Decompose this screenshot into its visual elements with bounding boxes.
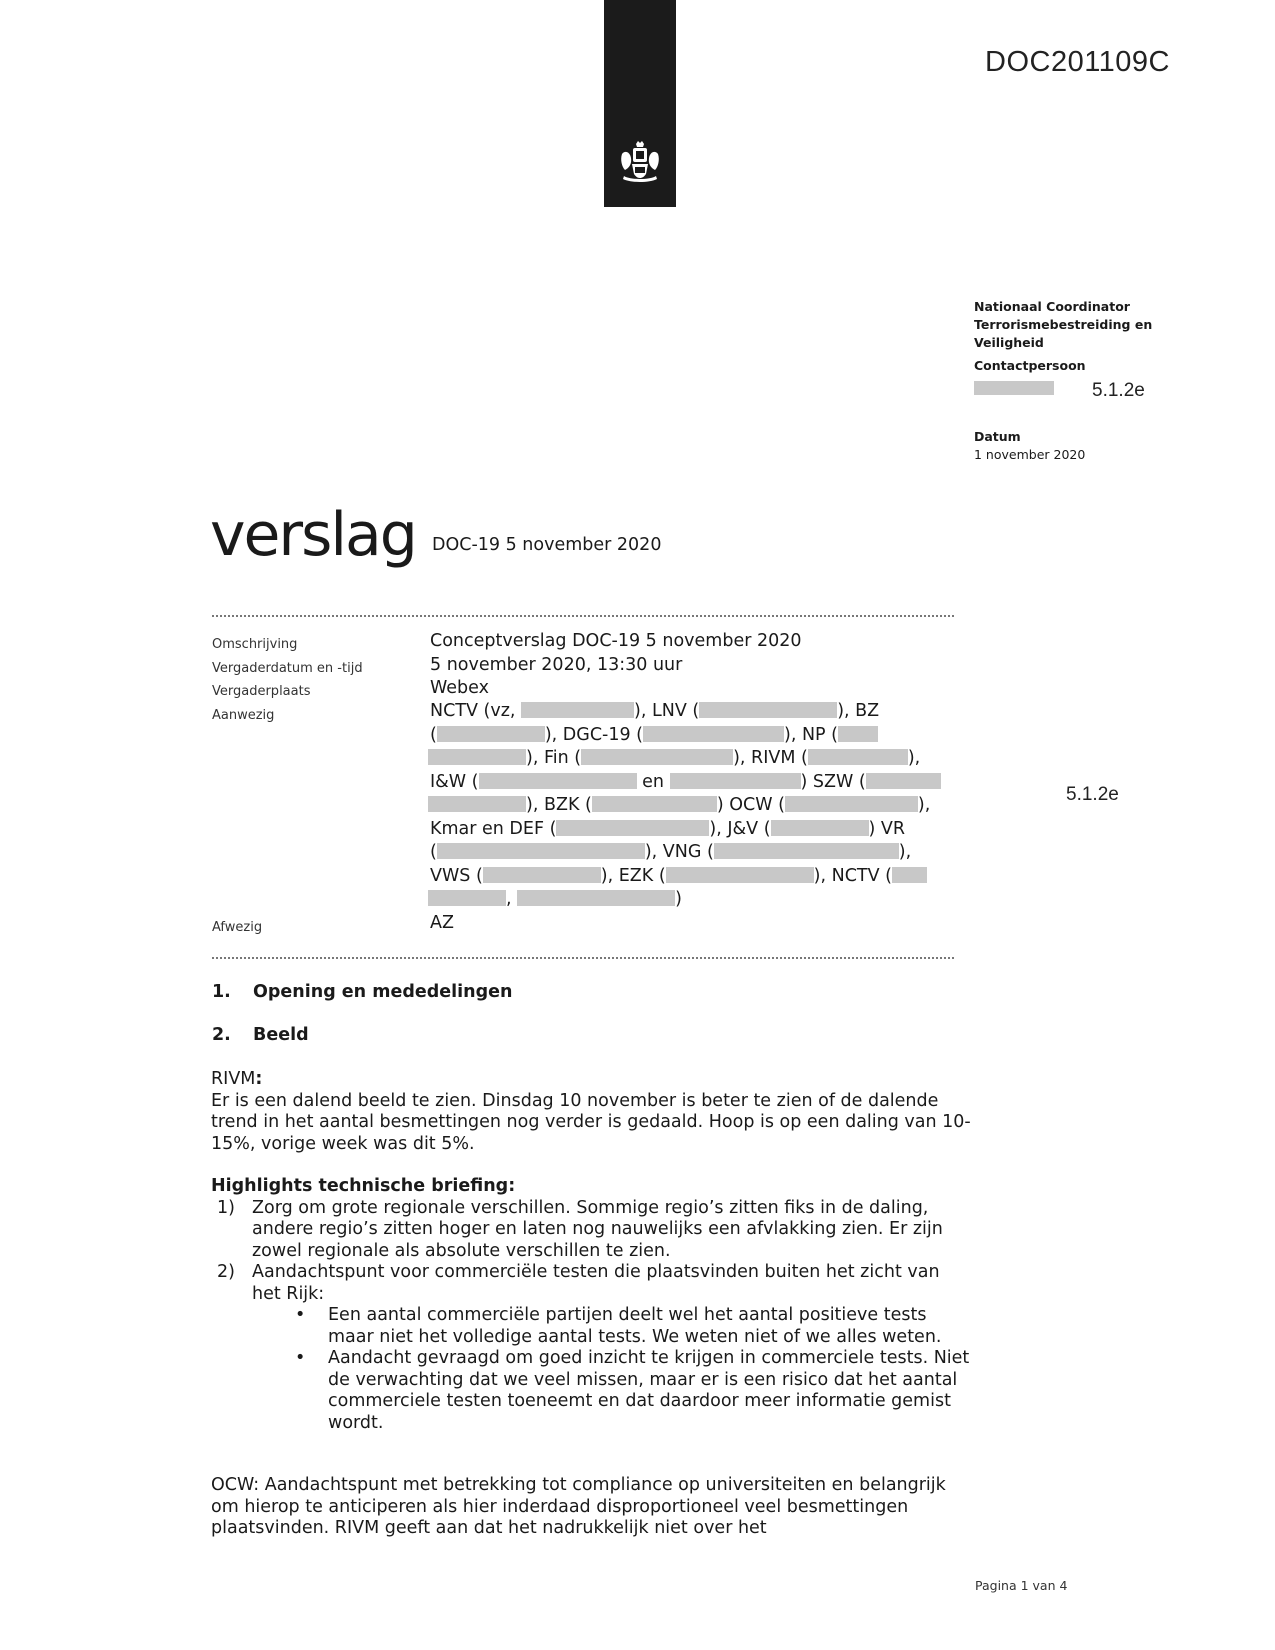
document-id: DOC201109C: [985, 46, 1171, 78]
list-item: • Aandacht gevraagd om goed inzicht te krijgen in commerciele tests. Niet de verwachting dat we veel missen, maar er is een risico dat het aantal commerciele testen toeneemt en dat daardoor meer informatie gemist wordt.: [295, 1348, 970, 1433]
redaction-block: [866, 773, 941, 789]
document-subtitle: DOC-19 5 november 2020: [432, 535, 662, 555]
redaction-block: [581, 749, 733, 765]
redaction-block: [437, 843, 645, 859]
section-heading-2: 2. Beeld: [212, 1025, 309, 1045]
redaction-block: [643, 726, 784, 742]
redaction-block: [785, 796, 918, 812]
meta-label-afwezig: Afwezig: [212, 920, 263, 935]
date-value: 1 november 2020: [974, 447, 1086, 462]
organisation-line: Nationaal Coordinator: [974, 299, 1130, 314]
redaction-code: 5.1.2e: [1092, 380, 1145, 401]
coat-of-arms-icon: [618, 140, 662, 184]
redaction-block: [808, 749, 908, 765]
highlights-title: Highlights technische briefing:: [211, 1176, 516, 1196]
date-label: Datum: [974, 429, 1021, 444]
meta-label-aanwezig: Aanwezig: [212, 708, 275, 723]
redaction-block: [521, 702, 634, 718]
attendees-line: ), BZK ( ) OCW ( ),: [428, 794, 941, 818]
redaction-block: [838, 726, 878, 742]
attendees-line: ), Fin ( ), RIVM ( ),: [428, 747, 941, 771]
rivm-text: Er is een dalend beeld te zien. Dinsdag 10 november is beter te zien of de dalende trend in het aantal besmettingen nog verder is gedaald. Hoop is op een daling van 10-15%, vorige week was dit 5%.: [211, 1090, 971, 1154]
document-type-title: verslag: [210, 500, 416, 570]
ocw-paragraph: [211, 1475, 971, 1540]
redaction-block: [670, 773, 801, 789]
meta-label-omschrijving: Omschrijving: [212, 637, 298, 652]
list-item: 2) Aandachtspunt voor commerciële testen die plaatsvinden buiten het zicht van het Rijk:: [217, 1262, 940, 1304]
meta-value-omschrijving: Conceptverslag DOC-19 5 november 2020: [430, 631, 802, 651]
section-heading-1: 1. Opening en mededelingen: [212, 982, 513, 1002]
list-item: 1) Zorg om grote regionale verschillen. Sommige regio’s zitten fiks in de daling, andere regio’s zitten hoger en laten nog nauwelijks een afvlakking zien. Er zijn zowel regionale als absolute verschillen te zien.: [217, 1197, 943, 1261]
attendees-line: VWS ( ), EZK ( ), NCTV (: [430, 865, 941, 889]
redaction-block: [428, 890, 506, 906]
contact-label: Contactpersoon: [974, 358, 1086, 373]
redaction-block: [483, 867, 601, 883]
redaction-block: [479, 773, 637, 789]
attendees-line: NCTV (vz, ), LNV ( ), BZ: [430, 701, 880, 721]
attendees-line: , ): [428, 888, 941, 912]
organisation-block: [974, 298, 1152, 352]
highlights-list: [211, 1198, 971, 1306]
list-item: • Een aantal commerciële partijen deelt wel het aantal positieve tests maar niet het volledige aantal tests. We weten niet of we alles weten.: [295, 1305, 942, 1347]
redaction-block: [974, 381, 1054, 395]
redaction-code: 5.1.2e: [1066, 784, 1119, 805]
bullet-list: [211, 1305, 971, 1434]
meta-value-afwezig: AZ: [430, 913, 454, 933]
redaction-block: [428, 796, 526, 812]
rijksoverheid-logo: [604, 0, 676, 207]
redaction-block: [699, 702, 837, 718]
meta-value-plaats: Webex: [430, 678, 489, 698]
redaction-block: [771, 820, 869, 836]
rivm-paragraph: RIVM: Er is een dalend beeld te zien. Dinsdag 10 november is beter te zien of de dalende trend in het aantal besmettingen nog verder is gedaald. Hoop is op een daling van 10-15%, vorige week was dit 5%.: [211, 1069, 971, 1154]
attendees-line: I&W ( en ) SZW (: [430, 771, 941, 795]
attendees-list: [430, 700, 941, 912]
highlights-block: [211, 1176, 971, 1434]
redaction-block: [714, 843, 899, 859]
organisation-line: Veiligheid: [974, 335, 1044, 350]
divider: [212, 615, 954, 617]
attendees-line: ( ), VNG ( ),: [430, 842, 912, 862]
redaction-block: [437, 726, 545, 742]
meta-label-datum: Vergaderdatum en -tijd: [212, 661, 363, 676]
rivm-label: RIVM: [211, 1069, 256, 1089]
attendees-line: ( ), DGC-19 ( ), NP (: [430, 724, 941, 748]
ocw-text: OCW: Aandachtspunt met betrekking tot compliance op universiteiten en belangrijk om hierop te anticiperen als hier inderdaad disproportioneel veel besmettingen plaatsvinden. RIVM geeft aan dat het nadrukkelijk niet over het: [211, 1475, 946, 1538]
redaction-block: [892, 867, 927, 883]
page-number: Pagina 1 van 4: [975, 1578, 1068, 1593]
redaction-block: [666, 867, 814, 883]
divider: [212, 957, 954, 959]
redaction-block: [592, 796, 717, 812]
attendees-line: Kmar en DEF ( ), J&V ( ) VR: [430, 818, 906, 839]
redaction-block: [517, 890, 675, 906]
meta-value-datum: 5 november 2020, 13:30 uur: [430, 655, 683, 675]
meta-label-plaats: Vergaderplaats: [212, 684, 311, 699]
organisation-line: Terrorismebestreiding en: [974, 317, 1153, 332]
redaction-block: [428, 749, 526, 765]
redaction-block: [556, 820, 709, 836]
